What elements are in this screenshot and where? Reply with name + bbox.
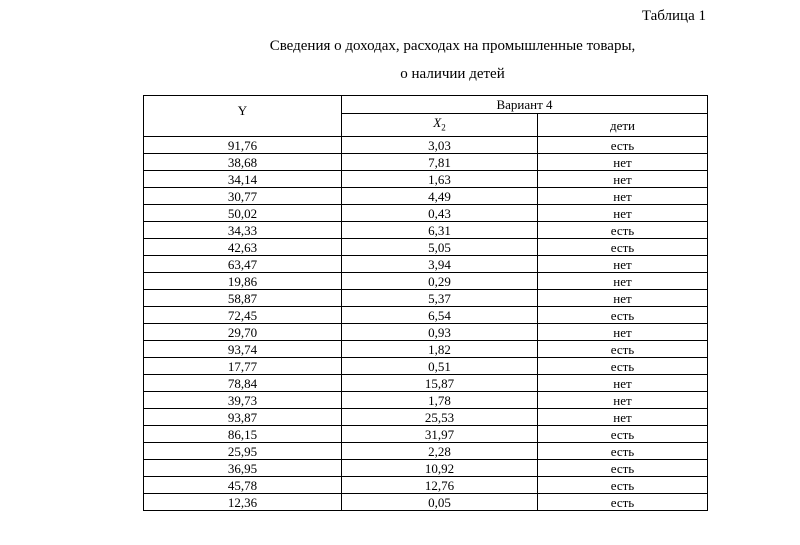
- table-row: [144, 307, 708, 324]
- cell-y: 34,14: [144, 171, 342, 188]
- cell-x2: 7,81: [342, 154, 538, 171]
- cell-y: 45,78: [144, 477, 342, 494]
- cell-children: есть: [538, 494, 708, 511]
- cell-x2: 0,51: [342, 358, 538, 375]
- cell-x2: 0,93: [342, 324, 538, 341]
- cell-children: нет: [538, 324, 708, 341]
- cell-x2: 0,05: [342, 494, 538, 511]
- cell-x2: 3,03: [342, 137, 538, 154]
- cell-children: нет: [538, 392, 708, 409]
- cell-children: нет: [538, 290, 708, 307]
- table-row: [144, 137, 708, 154]
- cell-y: 34,33: [144, 222, 342, 239]
- cell-children: нет: [538, 375, 708, 392]
- cell-children: есть: [538, 222, 708, 239]
- cell-y: 39,73: [144, 392, 342, 409]
- cell-y: 19,86: [144, 273, 342, 290]
- table-row: [144, 409, 708, 426]
- table-row: [144, 477, 708, 494]
- table-row: [144, 239, 708, 256]
- cell-children: есть: [538, 443, 708, 460]
- cell-x2: 5,37: [342, 290, 538, 307]
- cell-children: нет: [538, 205, 708, 222]
- cell-x2: 1,82: [342, 341, 538, 358]
- cell-children: нет: [538, 154, 708, 171]
- header-variant: Вариант 4: [342, 96, 708, 114]
- table-title-line-2: о наличии детей: [400, 66, 505, 82]
- cell-x2: 12,76: [342, 477, 538, 494]
- cell-y: 63,47: [144, 256, 342, 273]
- cell-x2: 25,53: [342, 409, 538, 426]
- table-row: [144, 358, 708, 375]
- cell-y: 30,77: [144, 188, 342, 205]
- table-row: [144, 205, 708, 222]
- header-x2-main: X: [433, 114, 442, 130]
- cell-x2: 10,92: [342, 460, 538, 477]
- cell-children: нет: [538, 409, 708, 426]
- cell-y: 86,15: [144, 426, 342, 443]
- cell-x2: 0,43: [342, 205, 538, 222]
- table-number: Таблица 1: [641, 8, 706, 24]
- cell-children: есть: [538, 460, 708, 477]
- cell-x2: 6,54: [342, 307, 538, 324]
- cell-children: есть: [538, 426, 708, 443]
- cell-y: 17,77: [144, 358, 342, 375]
- table-row: [144, 273, 708, 290]
- cell-children: есть: [538, 239, 708, 256]
- cell-x2: 4,49: [342, 188, 538, 205]
- cell-y: 50,02: [144, 205, 342, 222]
- cell-y: 72,45: [144, 307, 342, 324]
- header-children: дети: [538, 114, 708, 137]
- cell-children: нет: [538, 171, 708, 188]
- table-body: [144, 137, 708, 511]
- cell-y: 78,84: [144, 375, 342, 392]
- header-x2-subscript: 2: [441, 122, 446, 133]
- table-row: [144, 494, 708, 511]
- cell-children: есть: [538, 137, 708, 154]
- table-row: [144, 443, 708, 460]
- table-row: [144, 154, 708, 171]
- table-row: [144, 256, 708, 273]
- cell-y: 93,74: [144, 341, 342, 358]
- cell-y: 42,63: [144, 239, 342, 256]
- cell-x2: 0,29: [342, 273, 538, 290]
- table-row: [144, 290, 708, 307]
- header-y: Y: [144, 96, 342, 137]
- cell-y: 58,87: [144, 290, 342, 307]
- cell-x2: 1,63: [342, 171, 538, 188]
- cell-y: 93,87: [144, 409, 342, 426]
- cell-x2: 5,05: [342, 239, 538, 256]
- table-row: [144, 460, 708, 477]
- cell-children: есть: [538, 307, 708, 324]
- cell-x2: 15,87: [342, 375, 538, 392]
- table-row: [144, 341, 708, 358]
- cell-x2: 2,28: [342, 443, 538, 460]
- table-row: [144, 392, 708, 409]
- cell-y: 91,76: [144, 137, 342, 154]
- cell-x2: 3,94: [342, 256, 538, 273]
- table-row: [144, 188, 708, 205]
- cell-x2: 1,78: [342, 392, 538, 409]
- cell-children: нет: [538, 273, 708, 290]
- table-row: [144, 426, 708, 443]
- table-row: [144, 171, 708, 188]
- table-title-line-1: Сведения о доходах, расходах на промышленные товары,: [269, 38, 636, 54]
- data-table: [143, 95, 708, 511]
- cell-children: нет: [538, 256, 708, 273]
- cell-children: есть: [538, 358, 708, 375]
- cell-y: 12,36: [144, 494, 342, 511]
- cell-y: 29,70: [144, 324, 342, 341]
- cell-children: нет: [538, 188, 708, 205]
- cell-y: 38,68: [144, 154, 342, 171]
- cell-y: 25,95: [144, 443, 342, 460]
- cell-children: есть: [538, 341, 708, 358]
- table-row: [144, 324, 708, 341]
- table-row: [144, 222, 708, 239]
- cell-children: есть: [538, 477, 708, 494]
- cell-y: 36,95: [144, 460, 342, 477]
- table-row: [144, 375, 708, 392]
- cell-x2: 31,97: [342, 426, 538, 443]
- header-x2: [342, 114, 538, 137]
- cell-x2: 6,31: [342, 222, 538, 239]
